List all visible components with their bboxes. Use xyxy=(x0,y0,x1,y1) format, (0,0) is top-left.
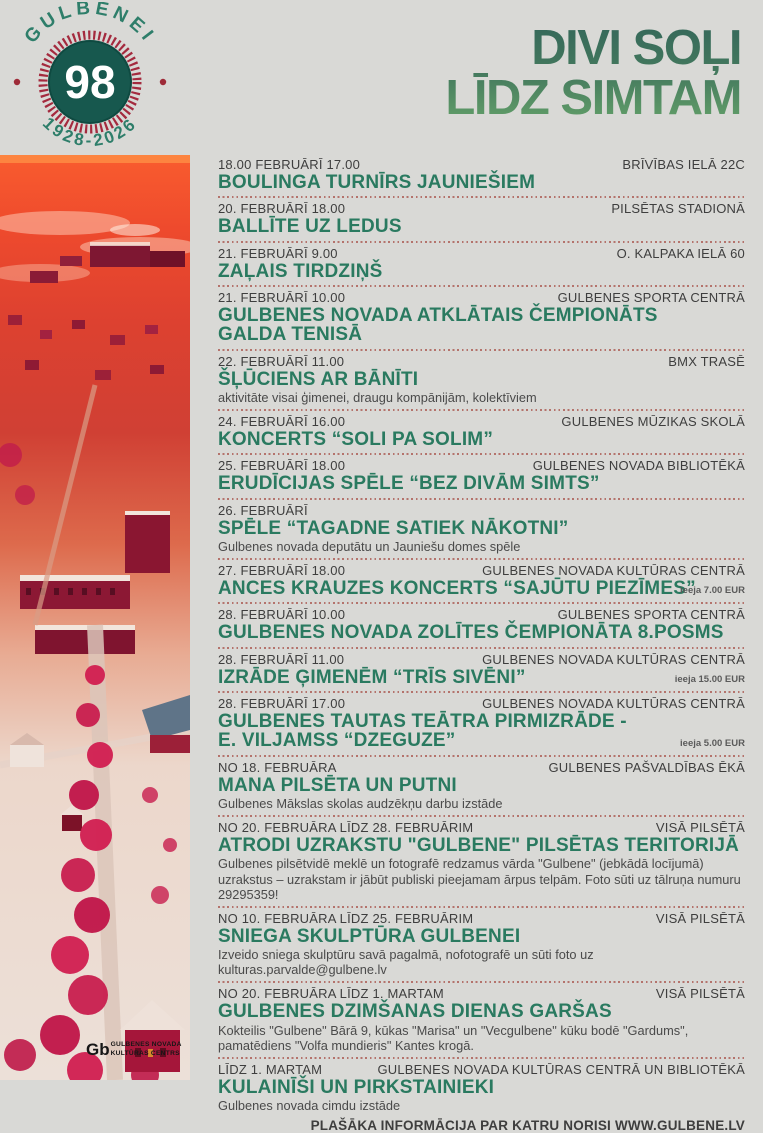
footer-info: PLAŠĀKA INFORMĀCIJA PAR KATRU NORISI WWW.GULBENE.LV xyxy=(310,1118,745,1133)
event-subtitle: Gulbenes Mākslas skolas audzēkņu darbu izstāde xyxy=(218,796,503,811)
event-title: KONCERTS “SOLI PA SOLIM” xyxy=(218,428,494,450)
kulturas-centrs-line1: GULBENES NOVADA xyxy=(110,1041,182,1049)
kulturas-centrs-glyph-icon: Gb xyxy=(86,1040,110,1059)
dotted-separator xyxy=(218,285,745,287)
event-row xyxy=(218,1061,745,1113)
event-location: O. KALPAKA IELĀ 60 xyxy=(616,245,745,261)
event-price-note: ieeja 5.00 EUR xyxy=(680,737,745,749)
event-price-note: ieeja 7.00 EUR xyxy=(680,585,745,597)
event-date: 18.00 FEBRUĀRĪ 17.00 xyxy=(218,157,361,172)
event-row xyxy=(218,910,745,984)
dotted-separator xyxy=(218,498,745,500)
event-date: 25. FEBRUĀRĪ 18.00 xyxy=(218,458,346,474)
page-title xyxy=(445,21,741,125)
event-location: GULBENES NOVADA BIBLIOTĒKĀ xyxy=(532,458,745,474)
event-title: KULAINĪŠI UN PIRKSTAINIEKI xyxy=(218,1076,495,1098)
event-row xyxy=(218,759,745,817)
dotted-separator xyxy=(218,409,745,411)
event-title-line2: GALDA TENISĀ xyxy=(218,324,363,346)
event-date: 21. FEBRUĀRĪ 9.00 xyxy=(218,245,338,261)
event-date: NO 20. FEBRUĀRA LĪDZ 28. FEBRUĀRIM xyxy=(218,820,474,836)
event-row xyxy=(218,289,745,351)
event-date: 28. FEBRUĀRĪ 17.00 xyxy=(218,696,346,711)
event-row xyxy=(218,985,745,1059)
event-row xyxy=(218,606,745,648)
badge-number: 98 xyxy=(64,56,116,108)
dotted-separator xyxy=(218,906,745,908)
event-subtitle: aktivitāte visai ģimenei, draugu kompānijām, kolektīviem xyxy=(218,389,537,405)
event-date: 26. FEBRUĀRĪ xyxy=(218,502,308,518)
event-location: VISĀ PILSĒTĀ xyxy=(655,910,745,926)
event-subtitle: Gulbenes novada cimdu izstāde xyxy=(218,1098,401,1113)
dotted-separator xyxy=(218,558,745,560)
event-date: NO 20. FEBRUĀRA LĪDZ 1. MARTAM xyxy=(218,986,444,1002)
event-title: GULBENES NOVADA ATKLĀTAIS ČEMPIONĀTS xyxy=(218,304,658,326)
event-date: 28. FEBRUĀRĪ 10.00 xyxy=(218,607,346,623)
dotted-separator xyxy=(218,1057,745,1059)
event-row xyxy=(218,502,745,560)
dotted-separator xyxy=(218,815,745,817)
event-row xyxy=(218,562,745,604)
badge-arc-top: GULBENEI xyxy=(20,2,160,48)
event-row xyxy=(218,413,745,455)
event-title: ŠĻŪCIENS AR BĀNĪTI xyxy=(218,368,419,390)
event-date: 28. FEBRUĀRĪ 11.00 xyxy=(218,651,345,667)
event-row xyxy=(218,651,745,693)
dotted-separator xyxy=(218,755,745,757)
event-row xyxy=(218,695,745,757)
event-row xyxy=(218,353,745,411)
event-subtitle: Izveido sniega skulptūru savā pagalmā, nofotografē un sūti foto uz kulturas.parvalde@gulbene.lv xyxy=(218,947,594,978)
event-date: NO 10. FEBRUĀRA LĪDZ 25. FEBRUĀRIM xyxy=(218,910,474,926)
event-location: GULBENES PAŠVALDĪBAS ĒKĀ xyxy=(548,759,745,775)
dotted-separator xyxy=(218,196,745,198)
event-date: LĪDZ 1. MARTAM xyxy=(218,1061,323,1077)
event-date: 27. FEBRUĀRĪ 18.00 xyxy=(218,563,346,579)
event-subtitle: Gulbenes pilsētvidē meklē un fotografē redzamus vārda "Gulbene" (jebkādā locījumā) uzrakstus – uzrakstam ir jābūt publiski pieejamam ārpus telpām. Foto sūti uz tālruņa numuru 29295359! xyxy=(218,856,741,902)
event-title: ATRODI UZRAKSTU "GULBENE" PILSĒTAS TERITORIJĀ xyxy=(218,835,740,857)
dotted-separator xyxy=(218,241,745,243)
event-title: ERUDĪCIJAS SPĒLE “BEZ DIVĀM SIMTS” xyxy=(218,473,600,495)
event-title: ZAĻAIS TIRDZIŅŠ xyxy=(218,260,383,282)
events-list xyxy=(218,156,745,1133)
event-date: 21. FEBRUĀRĪ 10.00 xyxy=(218,289,346,305)
event-title: GULBENES NOVADA ZOLĪTES ČEMPIONĀTA 8.POSMS xyxy=(218,622,724,644)
anniversary-badge-icon xyxy=(8,2,172,160)
event-location: GULBENES SPORTA CENTRĀ xyxy=(557,289,745,305)
kulturas-centrs-line2: KULTŪRAS CENTRS xyxy=(110,1049,180,1057)
aerial-photo-art xyxy=(0,155,190,1080)
event-title: BOULINGA TURNĪRS JAUNIEŠIEM xyxy=(218,171,536,193)
event-date: 22. FEBRUĀRĪ 11.00 xyxy=(218,353,345,369)
event-location: VISĀ PILSĒTĀ xyxy=(655,986,745,1002)
event-location: GULBENES NOVADA KULTŪRAS CENTRĀ xyxy=(482,696,745,711)
event-title: SNIEGA SKULPTŪRA GULBENEI xyxy=(218,925,521,947)
event-title: MANA PILSĒTA UN PUTNI xyxy=(218,774,457,796)
aerial-photo xyxy=(0,155,190,1080)
event-title: SPĒLE “TAGADNE SATIEK NĀKOTNI” xyxy=(218,517,569,539)
event-title: GULBENES TAUTAS TEĀTRA PIRMIZRĀDE - xyxy=(218,710,627,732)
event-location: VISĀ PILSĒTĀ xyxy=(655,820,745,836)
page-title-line2: LĪDZ SIMTAM xyxy=(445,70,741,125)
dotted-separator xyxy=(218,453,745,455)
event-location: PILSĒTAS STADIONĀ xyxy=(611,201,745,217)
anniversary-badge xyxy=(8,2,172,160)
dotted-separator xyxy=(218,647,745,649)
event-price-note: ieeja 15.00 EUR xyxy=(674,674,745,685)
event-date: 24. FEBRUĀRĪ 16.00 xyxy=(218,414,346,430)
event-title-line2: E. VILJAMSS “DZEGUZE” xyxy=(218,730,456,752)
dotted-separator xyxy=(218,691,745,693)
event-location: GULBENES SPORTA CENTRĀ xyxy=(557,607,745,623)
event-row xyxy=(218,156,745,198)
event-date: NO 18. FEBRUĀRA xyxy=(218,759,337,775)
dotted-separator xyxy=(218,349,745,351)
event-title: ANCES KRAUZES KONCERTS “SAJŪTU PIEZĪMES” xyxy=(218,578,696,599)
event-location: GULBENES NOVADA KULTŪRAS CENTRĀ xyxy=(482,651,745,667)
event-location: GULBENES NOVADA KULTŪRAS CENTRĀ UN BIBLIOTĒKĀ xyxy=(377,1061,745,1077)
kulturas-centrs-logo xyxy=(86,1041,182,1058)
event-row xyxy=(218,245,745,287)
event-subtitle: Gulbenes novada deputātu un Jauniešu domes spēle xyxy=(218,538,521,554)
event-date: 20. FEBRUĀRĪ 18.00 xyxy=(218,201,346,217)
event-row xyxy=(218,200,745,242)
event-title: GULBENES DZIMŠANAS DIENAS GARŠAS xyxy=(218,1001,612,1023)
event-location: GULBENES MŪZIKAS SKOLĀ xyxy=(561,414,745,430)
event-location: BRĪVĪBAS IELĀ 22C xyxy=(622,157,745,172)
badge-arc-bottom: 1928-2026 xyxy=(39,113,141,151)
event-title: IZRĀDE ĢIMENĒM “TRĪS SIVĒNI” xyxy=(218,666,526,688)
page-title-line1: DIVI SOĻI xyxy=(531,21,741,75)
event-title: BALLĪTE UZ LEDUS xyxy=(218,216,402,238)
event-row xyxy=(218,457,745,499)
event-location: GULBENES NOVADA KULTŪRAS CENTRĀ xyxy=(482,563,745,579)
dotted-separator xyxy=(218,981,745,983)
event-subtitle: Kokteilis "Gulbene" Bārā 9, kūkas "Marisa" un "Vecgulbene" kūku bodē "Gardums", pamatēdiens "Volfa mundieris" Kantes krogā. xyxy=(218,1022,689,1053)
event-row xyxy=(218,819,745,908)
event-location: BMX TRASĒ xyxy=(668,353,745,369)
dotted-separator xyxy=(218,602,745,604)
